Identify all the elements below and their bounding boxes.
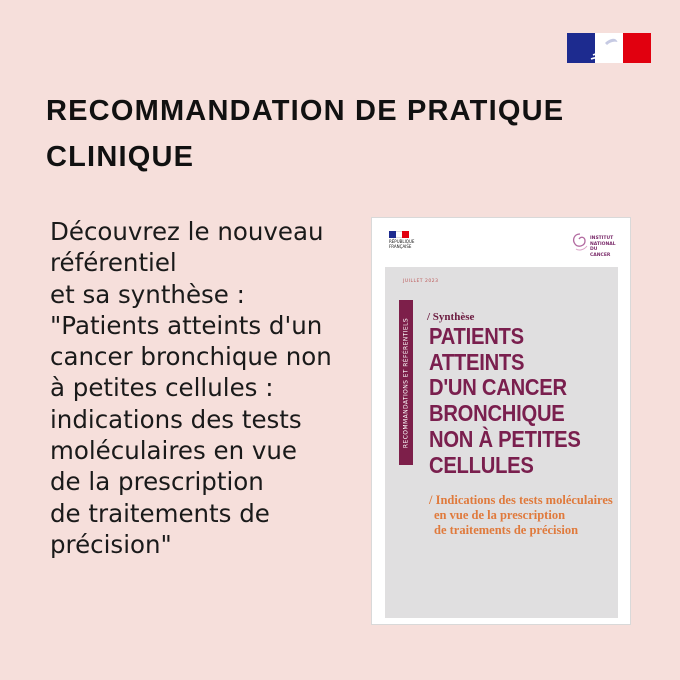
cover-rf-text: RÉPUBLIQUE FRANÇAISE [389, 239, 415, 249]
intro-line: indications des tests [50, 404, 302, 434]
cover-page [385, 225, 618, 618]
headline-line-1: RECOMMANDATION DE PRATIQUE [46, 95, 565, 127]
cover-header [385, 225, 618, 267]
intro-line: Découvrez le nouveau [50, 217, 324, 246]
headline [46, 88, 646, 180]
cover-title-line: BRONCHIQUE [429, 400, 565, 427]
cover-title-line: NON À PETITES [429, 425, 581, 452]
intro-line: de traitements de [50, 498, 270, 528]
inca-swirl-icon [570, 231, 590, 253]
republique-francaise-logo [567, 33, 651, 63]
intro-text [50, 216, 370, 560]
headline-line-2: CLINIQUE [46, 141, 195, 173]
cover-title [429, 324, 592, 478]
intro-line: précision" [50, 529, 172, 559]
cover-inca-text: INSTITUT NATIONAL DU CANCER [590, 236, 616, 258]
cover-inca-logo [570, 231, 614, 259]
intro-line: moléculaires en vue [50, 436, 298, 466]
cover-subtitle-line: en vue de la prescription [434, 508, 566, 522]
cover-rf-flag-icon [389, 231, 409, 238]
cover-subtitle-line: de traitements de précision [434, 523, 579, 537]
intro-line: cancer bronchique non [50, 342, 332, 372]
cover-subtitle [429, 493, 629, 538]
cover-title-line: D'UN CANCER [429, 374, 567, 401]
cover-date: JUILLET 2023 [403, 279, 439, 284]
intro-line: référentiel [50, 248, 177, 278]
intro-line: de la prescription [50, 467, 264, 497]
cover-rf-logo [389, 231, 415, 253]
cover-title-line: PATIENTS [429, 323, 524, 349]
cover-kicker: / Synthèse [427, 311, 475, 323]
cover-title-line: CELLULES [429, 451, 534, 478]
cover-title-line: ATTEINTS [429, 348, 525, 375]
intro-line: "Patients atteints d'un [50, 310, 323, 340]
cover-side-label: RECOMMANDATIONS ET RÉFÉRENTIELS [402, 317, 410, 448]
cover-side-strip [399, 300, 413, 465]
intro-line: à petites cellules : [50, 373, 274, 403]
intro-line: et sa synthèse : [50, 279, 245, 309]
marianne-icon [567, 33, 651, 63]
cover-subtitle-line: / Indications des tests moléculaires [429, 493, 613, 507]
document-cover-image [371, 217, 631, 625]
